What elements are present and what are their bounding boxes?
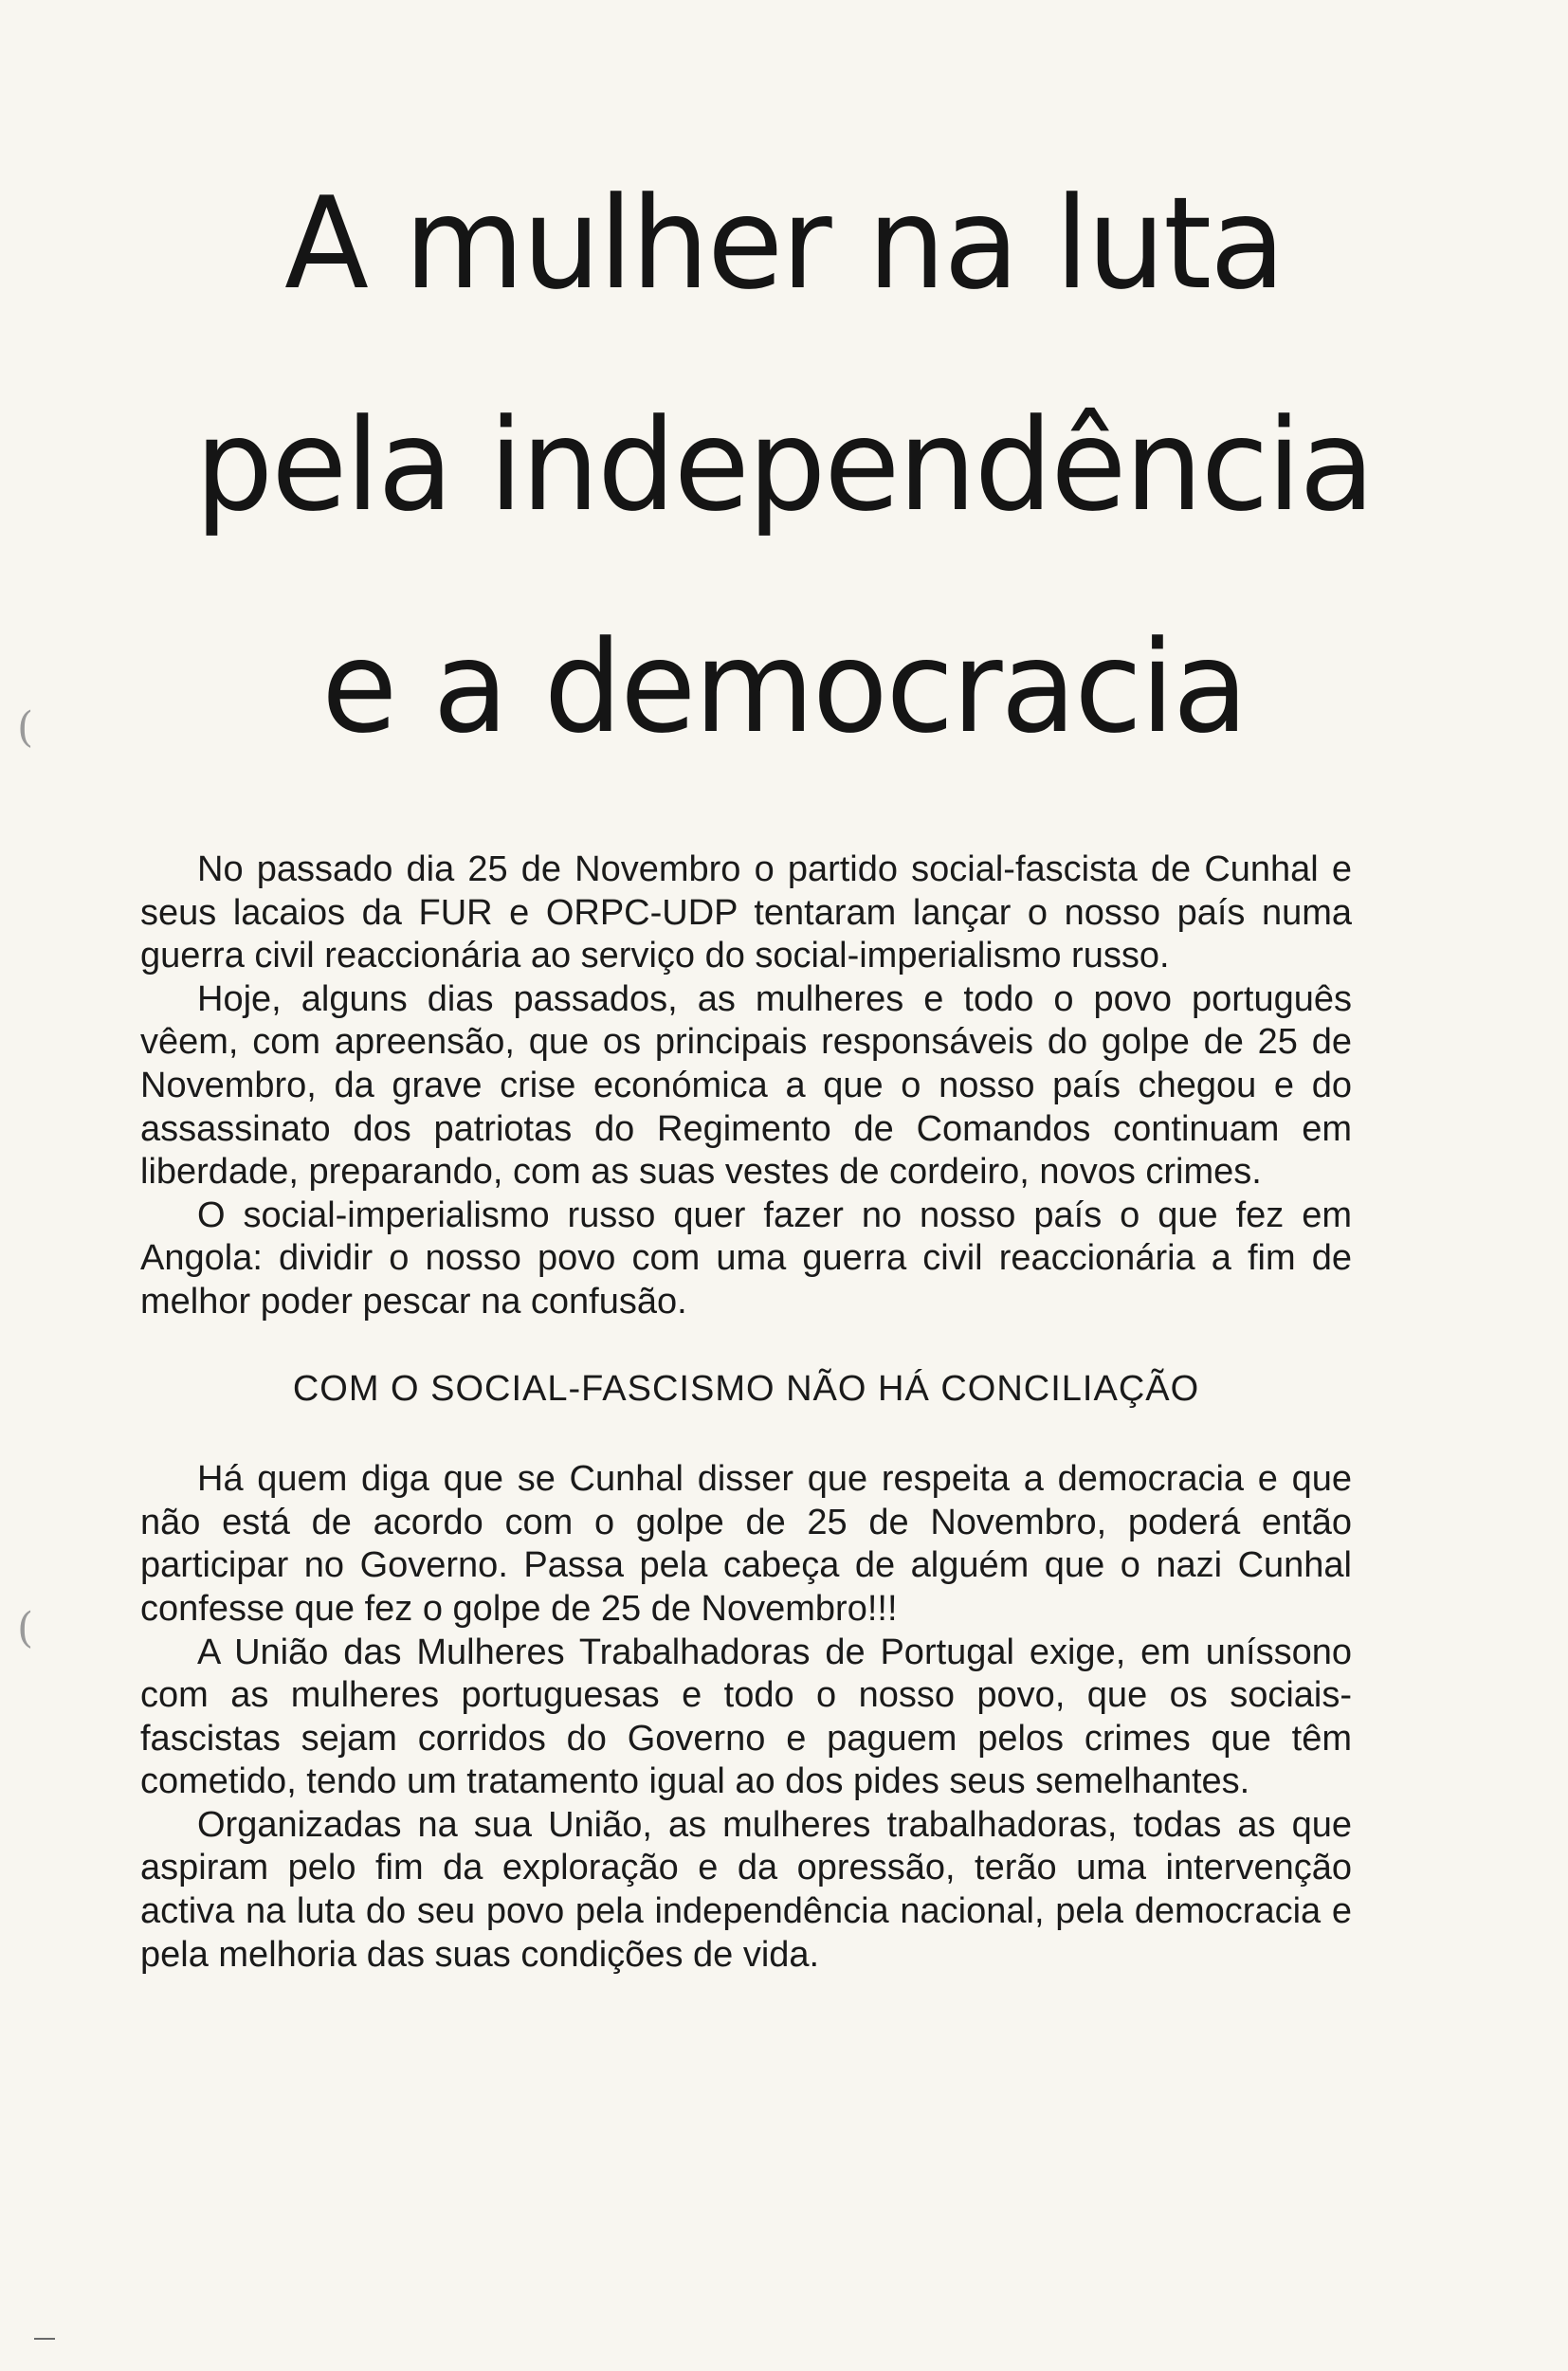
paragraph: Organizadas na sua União, as mulheres trabalhadoras, todas as que aspiram pelo fim da exploração e da opressão, terão uma intervenção activa na luta do seu povo pela independência nacional, pela democracia e pela melhoria das suas condições de vida. bbox=[140, 1804, 1352, 1975]
leaflet-title bbox=[0, 170, 1568, 761]
title-line-1: A mulher na luta bbox=[284, 170, 1284, 318]
leaflet-body bbox=[140, 848, 1352, 1977]
margin-bracket-mark: ( bbox=[17, 1604, 34, 1652]
paragraph: Há quem diga que se Cunhal disser que respeita a democracia e que não está de acordo com o golpe de 25 de Novembro, poderá então participar no Governo. Passa pela cabeça de alguém que o nazi Cunhal confesse que fez o golpe de 25 de Novembro!!! bbox=[140, 1459, 1352, 1629]
margin-bracket-mark: ( bbox=[17, 703, 34, 752]
title-line-2: pela independência bbox=[194, 392, 1374, 539]
paragraph: Hoje, alguns dias passados, as mulheres e todo o povo português vêem, com apreensão, que os principais responsáveis do golpe de 25 de Novembro, da grave crise económica a que o nosso país chegou e do assassinato dos patriotas do Regimento de Comandos continuam em liberdade, preparando, com as suas vestes de cordeiro, novos crimes. bbox=[140, 978, 1352, 1193]
paragraph: O social-imperialismo russo quer fazer no nosso país o que fez em Angola: dividir o nosso povo com uma guerra civil reaccionária a fim de melhor poder pescar na confusão. bbox=[140, 1195, 1352, 1322]
paragraph: A União das Mulheres Trabalhadoras de Portugal exige, em uníssono com as mulheres portuguesas e todo o nosso povo, que os sociais-fascistas sejam corridos do Governo e paguem pelos crimes que têm cometido, tendo um tratamento igual ao dos pides seus semelhantes. bbox=[140, 1632, 1352, 1802]
section-heading: COM O SOCIAL-FASCISMO NÃO HÁ CONCILIAÇÃO bbox=[292, 1368, 1200, 1409]
title-line-3: e a democracia bbox=[321, 613, 1247, 761]
corner-scan-mark bbox=[34, 2338, 55, 2340]
paragraph: No passado dia 25 de Novembro o partido social-fascista de Cunhal e seus lacaios da FUR e ORPC-UDP tentaram lançar o nosso país numa guerra civil reaccionária ao serviço do social-imperialismo russo. bbox=[140, 849, 1352, 976]
